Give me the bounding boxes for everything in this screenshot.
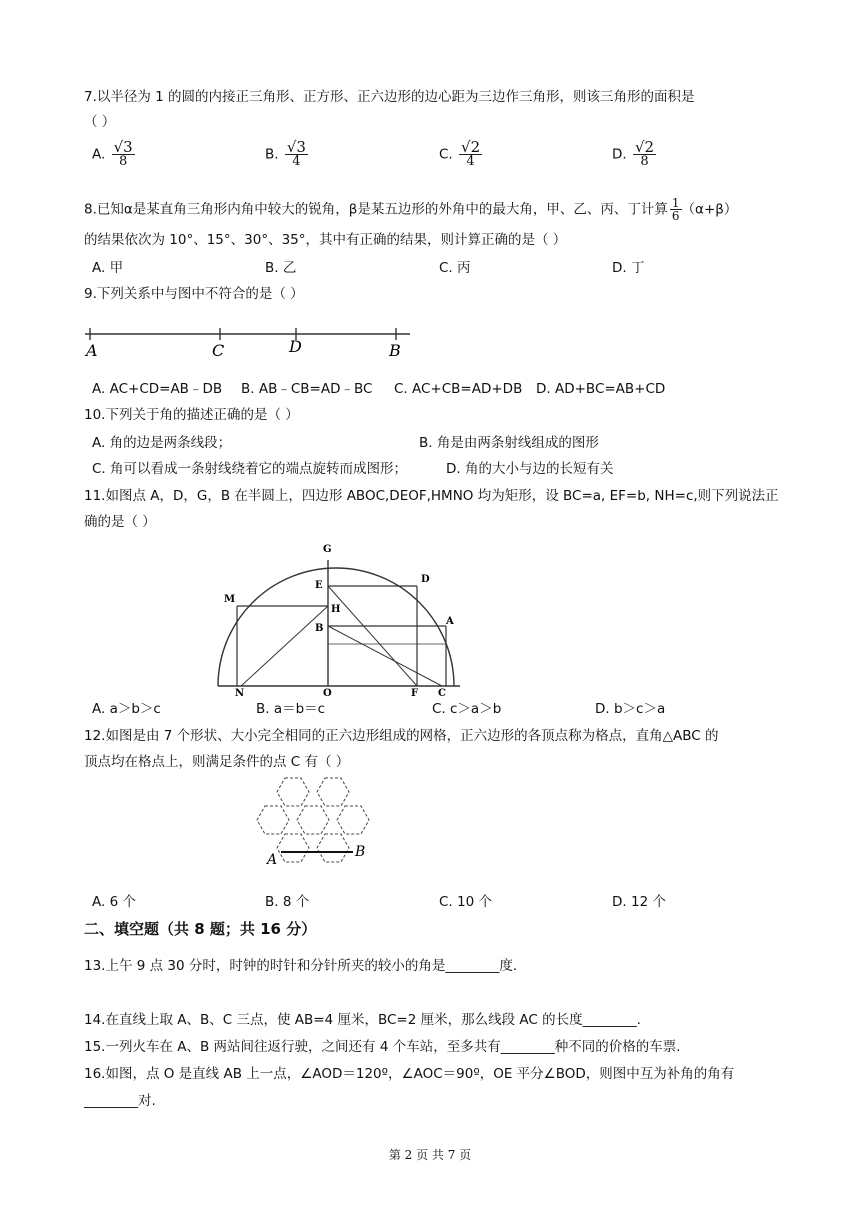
denominator: 4 [292,154,301,169]
label-a: A [446,616,454,627]
q9-option-c: C. AC+CB=AD+DB [394,381,523,397]
q10-stem: 10.下列关于角的描述正确的是（ ） [84,407,299,423]
label-n: N [235,688,245,698]
page-footer: 第 2 页 共 7 页 [388,1148,472,1162]
q9-option-a: A. AC+CD=AB﹣DB [92,381,223,397]
label-d: D [421,574,430,585]
q12-hexagon-grid [255,772,385,892]
q8-option-c: C. 丙 [439,260,471,276]
numerator: √3 [113,138,133,156]
hex-mid-right [337,806,369,834]
q11-option-c: C. c＞a＞b [432,701,502,717]
numerator: √3 [286,138,306,156]
denominator: 6 [671,209,680,223]
label-a: A [86,341,98,360]
q8-stem-tail: （α+β） [681,201,738,218]
q7-stem-paren: （ ） [84,114,116,130]
hex-bottom-left [277,834,309,862]
q12-option-c: C. 10 个 [439,894,492,910]
label-d: D [289,337,302,356]
label-c: C [212,341,225,360]
q10-option-b: B. 角是由两条射线组成的图形 [419,435,599,451]
q12-option-b: B. 8 个 [265,894,310,910]
q14-text: 14.在直线上取 A、B、C 三点，使 AB=4 厘米，BC=2 厘米，那么线段 AC 的长度________. [84,1012,641,1028]
section-heading: 二、填空题（共 8 题；共 16 分） [84,920,317,938]
hexagon-cells [257,778,369,862]
numerator: 1 [671,196,680,210]
label-b: B [355,844,366,860]
q8-stem-line2: 的结果依次为 10°、15°、30°、35°，其中有正确的结果，则计算正确的是（ ） [84,232,567,248]
diag-nh [241,606,328,686]
q10-option-d: D. 角的大小与边的长短有关 [446,461,614,477]
q9-option-b: B. AB﹣CB=AD﹣BC [241,381,373,397]
q9-stem: 9.下列关系中与图中不符合的是（ ） [84,286,304,302]
q12-option-a: A. 6 个 [92,894,136,910]
q8-stem-text: 8.已知α是某直角三角形内角中较大的锐角，β是某五边形的外角中的最大角，甲、乙、丙、丁计算 [84,201,668,218]
q11-option-a: A. a＞b＞c [92,701,161,717]
label-g: G [323,544,332,555]
label-o: O [323,688,332,698]
label-b: B [315,623,324,634]
label-b: B [389,341,401,360]
q8-fraction [670,197,682,222]
option-label: B. [265,146,279,163]
denominator: 4 [466,154,475,169]
q9-option-d: D. AD+BC=AB+CD [536,381,666,397]
hex-top-left [277,778,309,806]
q10-option-c: C. 角可以看成一条射线绕着它的端点旋转而成图形； [92,461,408,477]
q8-stem [84,197,737,222]
q7-option-c [439,140,482,169]
q12-stem: 12.如图是由 7 个形状、大小完全相同的正六边形组成的网格，正六边形的各顶点称为格点，直角△ABC 的 [84,728,719,744]
diag-ef [328,586,417,686]
hex-mid-left [257,806,289,834]
q10-option-a: A. 角的边是两条线段； [92,435,232,451]
label-a: A [267,852,278,868]
q16-text-line2: ________对. [84,1093,156,1109]
denominator: 8 [119,154,128,169]
q13-text: 13.上午 9 点 30 分时，时钟的时针和分针所夹的较小的角是________度. [84,958,518,974]
label-e: E [315,580,323,591]
q7-option-d [612,140,656,169]
q8-option-d: D. 丁 [612,260,645,276]
q11-option-b: B. a＝b＝c [256,701,326,717]
q7-option-a [92,140,135,169]
label-h: H [331,604,341,615]
hex-mid-center [297,806,329,834]
q11-semicircle-figure [210,538,480,698]
hex-bottom-right [317,834,349,862]
q11-option-d: D. b＞c＞a [595,701,666,717]
fraction [112,140,135,169]
option-label: D. [612,146,627,163]
q8-option-b: B. 乙 [265,260,297,276]
fraction [459,140,482,169]
q11-stem: 11.如图点 A，D，G，B 在半圆上，四边形 ABOC,DEOF,HMNO 均为矩形，设 BC=a, EF=b, NH=c,则下列说法正 [84,488,779,504]
denominator: 8 [640,154,649,169]
option-label: C. [439,146,453,163]
q12-option-d: D. 12 个 [612,894,666,910]
numerator: √2 [634,138,655,156]
diag-bc [328,626,442,686]
q9-line-figure [80,322,420,362]
label-c: C [438,688,446,698]
hex-top-right [317,778,349,806]
q7-option-b [265,140,308,169]
label-f: F [411,688,419,698]
q15-text: 15.一列火车在 A、B 两站间往返行驶，之间还有 4 个车站，至多共有________种不同的价格的车票. [84,1039,681,1055]
q16-text: 16.如图，点 O 是直线 AB 上一点，∠AOD＝120º，∠AOC＝90º，OE 平分∠BOD，则图中互为补角的角有 [84,1066,735,1082]
q11-stem-line2: 确的是（ ） [84,514,156,530]
label-m: M [224,594,236,605]
option-label: A. [92,146,106,163]
q7-stem: 7.以半径为 1 的圆的内接正三角形、正方形、正六边形的边心距为三边作三角形，则该三角形的面积是 [84,89,695,105]
numerator: √2 [461,138,481,156]
q12-stem-line2: 顶点均在格点上，则满足条件的点 C 有（ ） [84,754,350,770]
fraction [633,140,656,169]
fraction [285,140,308,169]
q8-option-a: A. 甲 [92,260,124,276]
